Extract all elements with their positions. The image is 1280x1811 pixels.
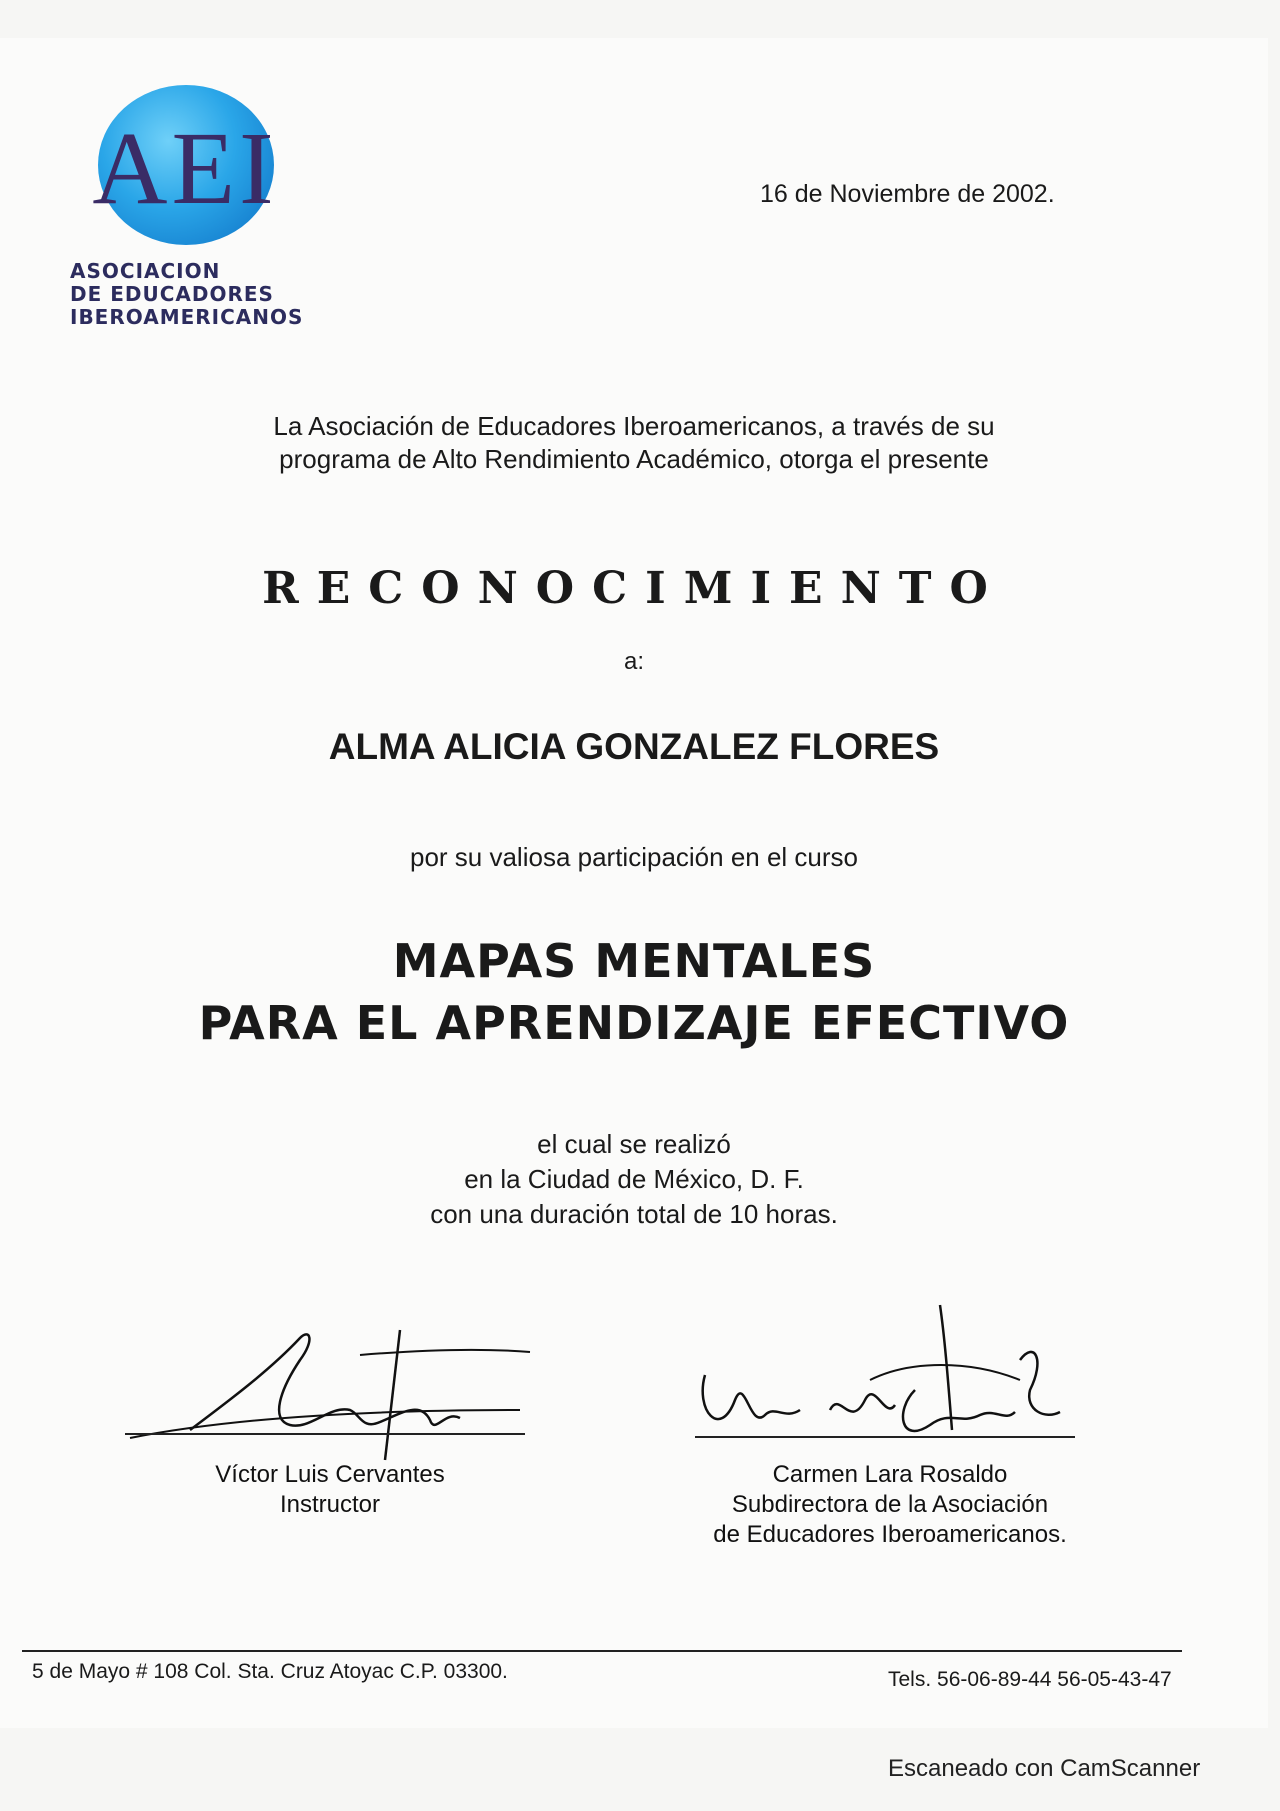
subdirector-name: Carmen Lara Rosaldo [772, 1461, 1008, 1488]
instructor-signature [100, 1310, 600, 1470]
instructor-name: Víctor Luis Cervantes [215, 1461, 445, 1488]
course-title: MAPAS MENTALES PARA EL APRENDIZAJE EFECTIVO [198, 934, 1070, 1050]
instructor-block [110, 1460, 550, 1520]
subdirector-role-line-2: de Educadores Iberoamericanos. [713, 1521, 1067, 1548]
intro-text: La Asociación de Educadores Iberoamericanos, a través de su programa de Alto Rendimiento Académico, otorga el presente [273, 411, 995, 474]
footer-divider [22, 1650, 1182, 1652]
recipient-name: ALMA ALICIA GONZALEZ FLORES [328, 726, 940, 767]
logo-letters: AEI [92, 111, 278, 226]
logo-organization-name: ASOCIACION DE EDUCADORES IBEROAMERICANOS [70, 259, 304, 329]
course-details: el cual se realizó en la Ciudad de México, D. F. con una duración total de 10 horas. [430, 1129, 838, 1229]
participation-text: por su valiosa participación en el curso [409, 842, 859, 872]
footer-address: 5 de Mayo # 108 Col. Sta. Cruz Atoyac C.P. 03300. [32, 1660, 508, 1683]
scanner-watermark: Escaneado con CamScanner [888, 1755, 1201, 1782]
to-label: a: [623, 648, 644, 675]
subdirector-role-line-1: Subdirectora de la Asociación [731, 1491, 1049, 1518]
issue-date: 16 de Noviembre de 2002. [760, 180, 1055, 208]
instructor-role: Instructor [279, 1491, 381, 1518]
footer-phones: Tels. 56-06-89-44 56-05-43-47 [888, 1668, 1172, 1691]
subdirector-signature-line [695, 1436, 1075, 1438]
subdirector-block [670, 1460, 1110, 1550]
instructor-signature-line [125, 1433, 525, 1435]
certificate-title: RECONOCIMIENTO [262, 563, 1006, 614]
